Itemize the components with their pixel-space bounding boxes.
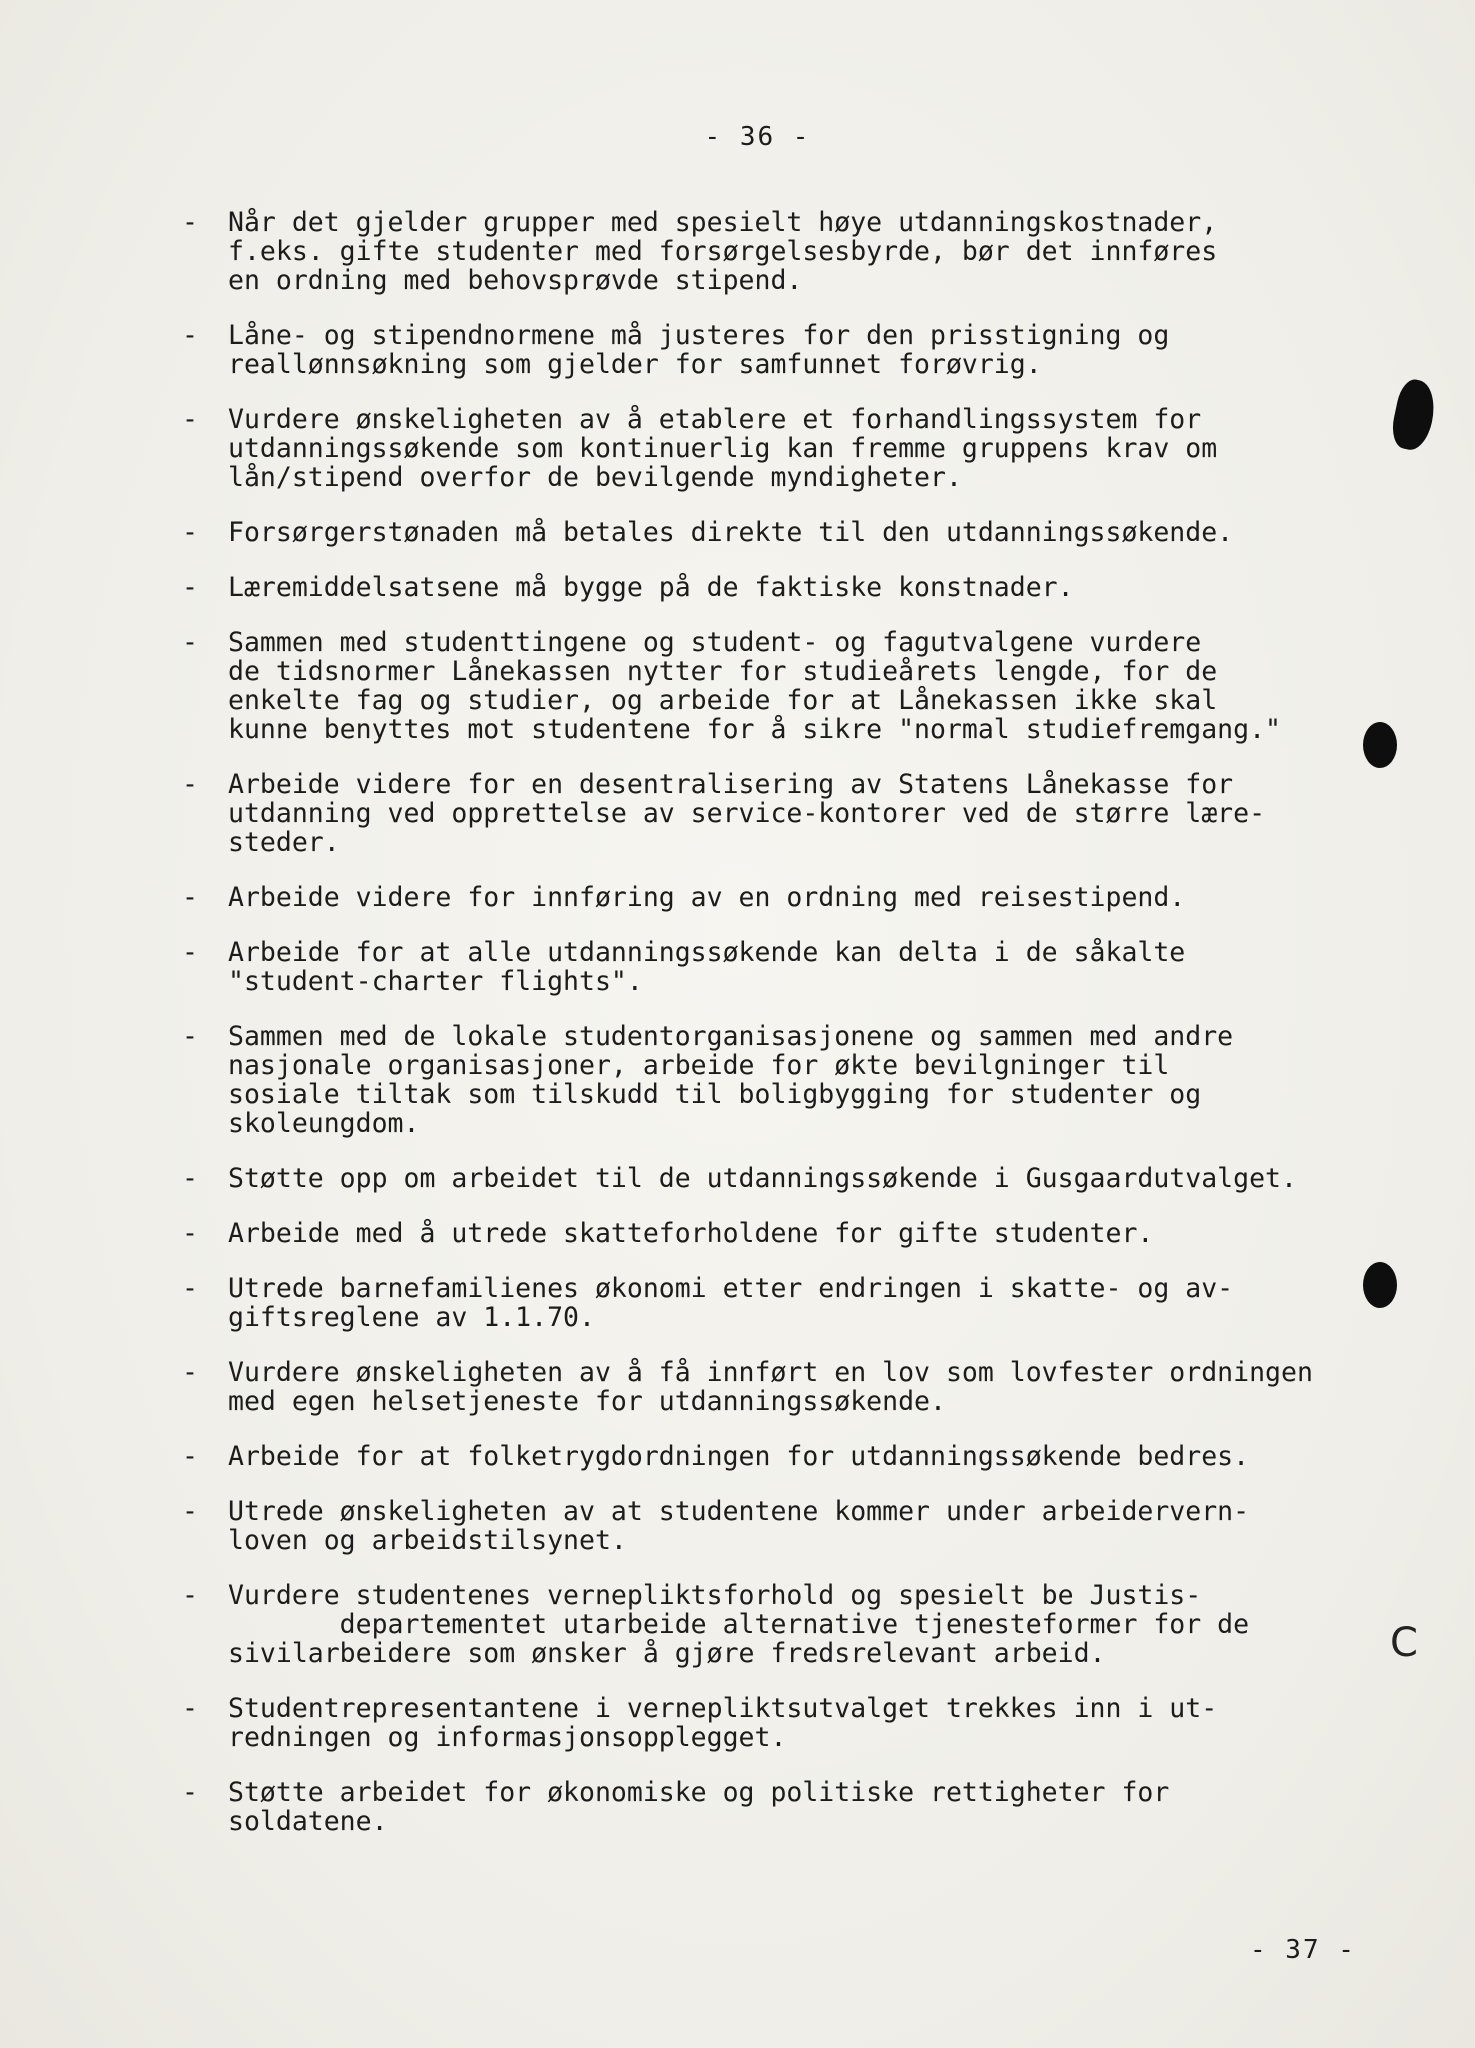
item-text: Arbeide videre for innføring av en ordning med reisestipend. (228, 882, 1186, 913)
list-item (170, 518, 1420, 547)
item-text: Utrede barnefamilienes økonomi etter endringen i skatte- og av- giftsreglene av 1.1.70. (228, 1273, 1234, 1333)
item-text: Arbeide videre for en desentralisering av Statens Lånekasse for utdanning ved opprettelse av service-kontorer ved de større lære- steder. (228, 769, 1266, 858)
list-item (170, 1219, 1420, 1248)
next-page-number: - 37 - (1250, 1935, 1356, 1965)
item-dash: - (182, 1021, 198, 1052)
item-dash: - (182, 1693, 198, 1724)
list-item (170, 1442, 1420, 1471)
item-dash: - (182, 1777, 198, 1808)
item-dash: - (182, 517, 198, 548)
item-dash: - (182, 627, 198, 658)
list-item (170, 573, 1420, 602)
list-item (170, 1581, 1420, 1668)
item-dash: - (182, 1163, 198, 1194)
item-text: Arbeide for at alle utdanningssøkende kan delta i de såkalte "student-charter flights". (228, 937, 1186, 997)
item-text: Vurdere ønskeligheten av å etablere et forhandlingssystem for utdanningssøkende som kontinuerlig kan fremme gruppens krav om lån/stipend overfor de bevilgende myndigheter. (228, 404, 1218, 493)
item-dash: - (182, 1441, 198, 1472)
item-dash: - (182, 572, 198, 603)
list-item (170, 208, 1420, 295)
item-dash: - (182, 882, 198, 913)
item-text: Arbeide med å utrede skatteforholdene for gifte studenter. (228, 1218, 1154, 1249)
item-dash: - (182, 1496, 198, 1527)
item-text: Sammen med de lokale studentorganisasjonene og sammen med andre nasjonale organisasjoner, arbeide for økte bevilgninger til sosiale tiltak som tilskudd til boligbygging for studenter og skoleungdom. (228, 1021, 1234, 1139)
item-text: Vurdere ønskeligheten av å få innført en lov som lovfester ordningen med egen helsetjeneste for utdanningssøkende. (228, 1357, 1313, 1417)
list-item (170, 770, 1420, 857)
item-text: Arbeide for at folketrygdordningen for utdanningssøkende bedres. (228, 1441, 1250, 1472)
list-item (170, 1022, 1420, 1138)
item-text: Støtte arbeidet for økonomiske og politiske rettigheter for soldatene. (228, 1777, 1170, 1837)
list-item (170, 321, 1420, 379)
item-text: Læremiddelsatsene må bygge på de faktiske konstnader. (228, 572, 1074, 603)
item-dash: - (182, 404, 198, 435)
list-item (170, 1694, 1420, 1752)
list-item (170, 938, 1420, 996)
list-item (170, 405, 1420, 492)
list-item (170, 1274, 1420, 1332)
list-item (170, 883, 1420, 912)
list-item (170, 1164, 1420, 1193)
item-text: Studentrepresentantene i vernepliktsutvalget trekkes inn i ut- redningen og informasjonsopplegget. (228, 1693, 1218, 1753)
page-number-top: - 36 - (704, 122, 811, 152)
margin-mark: C (1390, 1620, 1418, 1666)
list-item (170, 1778, 1420, 1836)
item-dash: - (182, 207, 198, 238)
punch-hole (1363, 1262, 1397, 1308)
item-text: Sammen med studenttingene og student- og fagutvalgene vurdere de tidsnormer Lånekassen nytter for studieårets lengde, for de enkelte fag og studier, og arbeide for at Lånekassen ikke skal kunne benyttes mot studentene for å sikre "normal studiefremgang." (228, 627, 1281, 745)
item-text: Låne- og stipendnormene må justeres for den prisstigning og reallønnsøkning som gjelder for samfunnet forøvrig. (228, 320, 1170, 380)
list-item (170, 628, 1420, 744)
item-text: Forsørgerstønaden må betales direkte til den utdanningssøkende. (228, 517, 1234, 548)
item-text: Utrede ønskeligheten av at studentene kommer under arbeidervern- loven og arbeidstilsynet. (228, 1496, 1250, 1556)
item-list (170, 208, 1420, 1862)
item-text: Vurdere studentenes vernepliktsforhold og spesielt be Justis- departementet utarbeide alternative tjenesteformer for de sivilarbeidere som ønsker å gjøre fredsrelevant arbeid. (228, 1580, 1250, 1669)
list-item (170, 1358, 1420, 1416)
item-dash: - (182, 769, 198, 800)
item-dash: - (182, 1580, 198, 1611)
item-text: Når det gjelder grupper med spesielt høye utdanningskostnader, f.eks. gifte studenter med forsørgelsesbyrde, bør det innføres en ordning med behovsprøvde stipend. (228, 207, 1218, 296)
item-dash: - (182, 1357, 198, 1388)
item-text: Støtte opp om arbeidet til de utdanningssøkende i Gusgaardutvalget. (228, 1163, 1297, 1194)
item-dash: - (182, 320, 198, 351)
list-item (170, 1497, 1420, 1555)
item-dash: - (182, 1273, 198, 1304)
item-dash: - (182, 1218, 198, 1249)
punch-hole (1363, 722, 1397, 768)
item-dash: - (182, 937, 198, 968)
